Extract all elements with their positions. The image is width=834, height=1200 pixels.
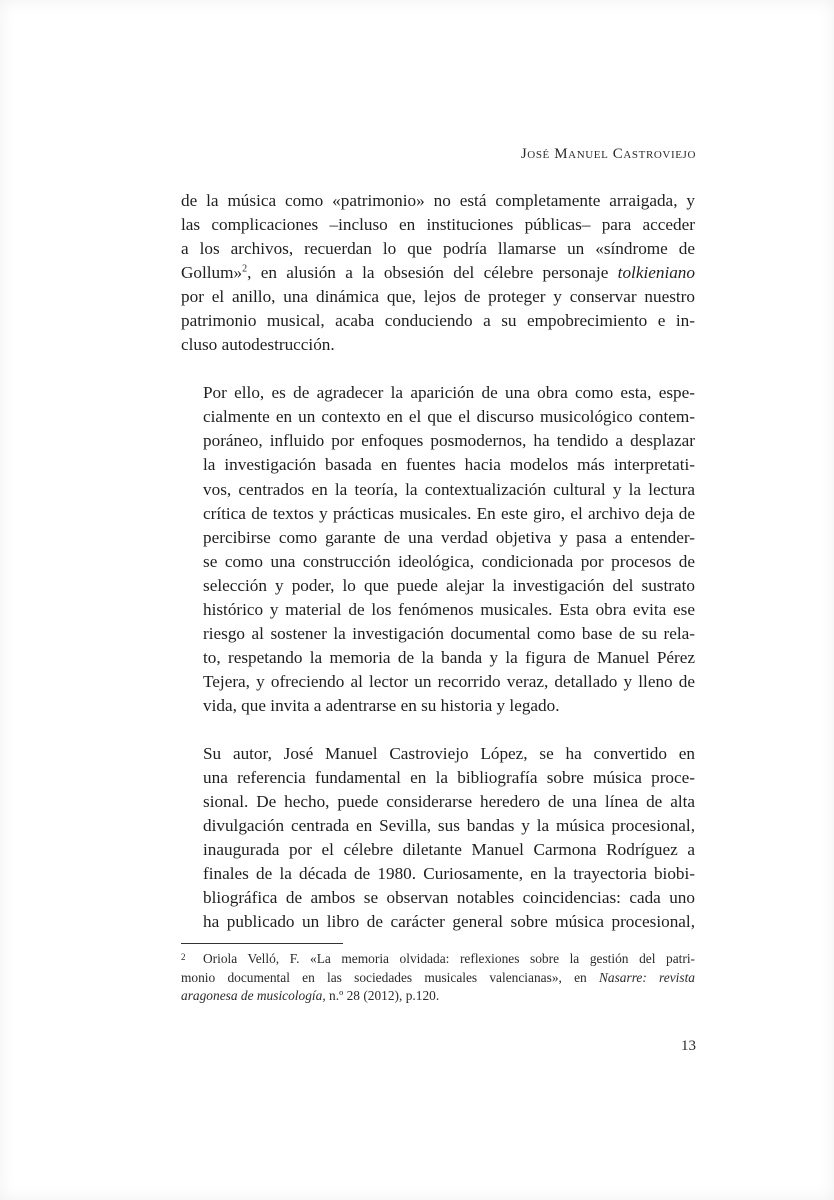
- running-head: José Manuel Castroviejo: [520, 146, 696, 162]
- text-line: las complicaciones –incluso en instituciones públicas– para acceder: [181, 215, 695, 235]
- text-line: cluso autodestrucción.: [181, 335, 335, 355]
- text-line: ha publicado un libro de carácter general sobre música procesional,: [203, 912, 695, 932]
- italic-title: aragonesa de musicología: [181, 988, 323, 1004]
- footnote-line: [181, 950, 695, 969]
- text-line: poráneo, influido por enfoques posmodernos, ha tendido a desplazar: [203, 431, 695, 451]
- paragraph-3: [181, 742, 695, 934]
- text-line: de la música como «patrimonio» no está completamente arraigada, y: [181, 191, 695, 210]
- italic-title: Nasarre: revista: [598, 969, 696, 985]
- text-line: histórico y material de los fenómenos musicales. Esta obra evita ese: [203, 599, 695, 619]
- text-line: finales de la década de 1980. Curiosamente, en la trayectoria biobi-: [203, 864, 695, 884]
- footnote-reference[interactable]: 2: [242, 263, 248, 275]
- text-line: sional. De hecho, puede considerarse heredero de una línea de alta: [203, 792, 695, 812]
- text-line: a los archivos, recuerdan lo que podría llamarse un «síndrome de: [181, 239, 695, 259]
- text-line: por el anillo, una dinámica que, lejos de proteger y conservar nuestro: [181, 287, 695, 307]
- text-line: divulgación centrada en Sevilla, sus bandas y la música procesional,: [203, 816, 695, 836]
- body-text: [181, 189, 695, 934]
- text-line: una referencia fundamental en la bibliografía sobre música proce-: [203, 768, 695, 788]
- footnote: [181, 950, 695, 1006]
- text-line: vida, que invita a adentrarse en su historia y legado.: [203, 695, 560, 715]
- text-line: to, respetando la memoria de la banda y la figura de Manuel Pérez: [203, 647, 695, 667]
- paragraph-2: [181, 381, 695, 718]
- text-line: percibirse como garante de una verdad objetiva y pasa a entender-: [203, 527, 695, 547]
- text-line: [181, 261, 695, 285]
- text-line: inaugurada por el célebre diletante Manuel Carmona Rodríguez a: [203, 840, 695, 860]
- paragraph-1: [181, 189, 695, 357]
- text-segment: Gollum»: [181, 263, 243, 283]
- footnote-divider: [181, 943, 343, 944]
- text-line: cialmente en un contexto en el que el discurso musicológico contem-: [203, 407, 695, 427]
- text-line: se como una construcción ideológica, condicionada por procesos de: [203, 551, 695, 571]
- text-segment: , n.º 28 (2012), p.120.: [322, 988, 440, 1004]
- text-line: bliográfica de ambos se observan notables coincidencias: cada uno: [203, 888, 695, 908]
- text-line: Tejera, y ofreciendo al lector un recorrido veraz, detallado y lleno de: [203, 671, 695, 691]
- text-line: la investigación basada en fuentes hacia modelos más interpretati-: [203, 455, 695, 475]
- italic-term: tolkieniano: [617, 263, 695, 283]
- text-line: riesgo al sostener la investigación documental como base de su rela-: [203, 623, 695, 643]
- text-line: Su autor, José Manuel Castroviejo López, se ha convertido en: [203, 743, 695, 763]
- text-line: Por ello, es de agradecer la aparición de una obra como esta, espe-: [203, 383, 695, 403]
- text-segment: monio documental en las sociedades musicales valencianas», en: [181, 969, 599, 985]
- text-segment: Oriola Velló, F. «La memoria olvidada: reflexiones sobre la gestión del patri-: [203, 951, 695, 966]
- footnote-number: 2: [181, 952, 186, 962]
- text-segment: , en alusión a la obsesión del célebre personaje: [247, 263, 618, 283]
- footnote-line: [181, 987, 695, 1006]
- page-number: 13: [681, 1038, 696, 1054]
- text-line: crítica de textos y prácticas musicales. En este giro, el archivo deja de: [203, 503, 695, 523]
- text-line: patrimonio musical, acaba conduciendo a su empobrecimiento e in-: [181, 311, 695, 331]
- text-line: selección y poder, lo que puede alejar la investigación del sustrato: [203, 575, 695, 595]
- footnote-line: [181, 969, 695, 988]
- text-line: vos, centrados en la teoría, la contextualización cultural y la lectura: [203, 479, 695, 499]
